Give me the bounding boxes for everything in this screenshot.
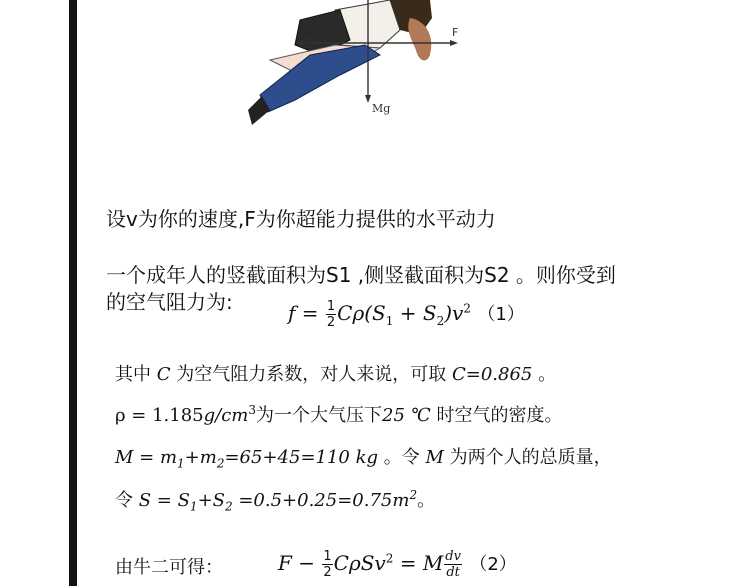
equation-2: F − $\frac{1}{2}$ CρSv$^2$ = M $\frac{dv}{dt}$ （2） — [278, 549, 517, 580]
left-border-line — [69, 0, 77, 586]
paragraph-area-line1: 一个成年人的竖截面积为S1 ,侧竖截面积为S2 。则你受到 — [106, 263, 616, 287]
equation-2-label: 由牛二可得： — [115, 557, 223, 578]
equation-1: f = $\frac{1}{2}$ $C\rho(S_1 + S_2)v^2$ （1） — [288, 299, 525, 330]
equation-2-number: （2） — [469, 554, 517, 575]
force-label: F — [452, 26, 459, 39]
line-air-resistance-coefficient: 其中 C 为空气阻力系数，对人来说，可取 C=0.865 。 — [115, 364, 557, 385]
equation-1-number: （1） — [477, 304, 525, 325]
line-air-density: $\rho = 1.185g/cm^3$为一个大气压下25 ℃ 时空气的密度。 — [115, 403, 563, 426]
left-margin — [0, 0, 70, 586]
line-total-mass: $M = m_1+m_2=65+45=110$ kg 。令 M 为两个人的总质量， — [115, 447, 612, 471]
weight-label: Mg — [372, 102, 391, 115]
paragraph-velocity: 设v为你的速度,F为你超能力提供的水平动力 — [106, 207, 496, 231]
line-total-area: 令 $S = S_1+S_2 =0.5+0.25=0.75m^2$。 — [115, 488, 436, 514]
flying-people-illustration — [240, 0, 470, 130]
paragraph-area-line2: 的空气阻力为: — [106, 290, 233, 314]
